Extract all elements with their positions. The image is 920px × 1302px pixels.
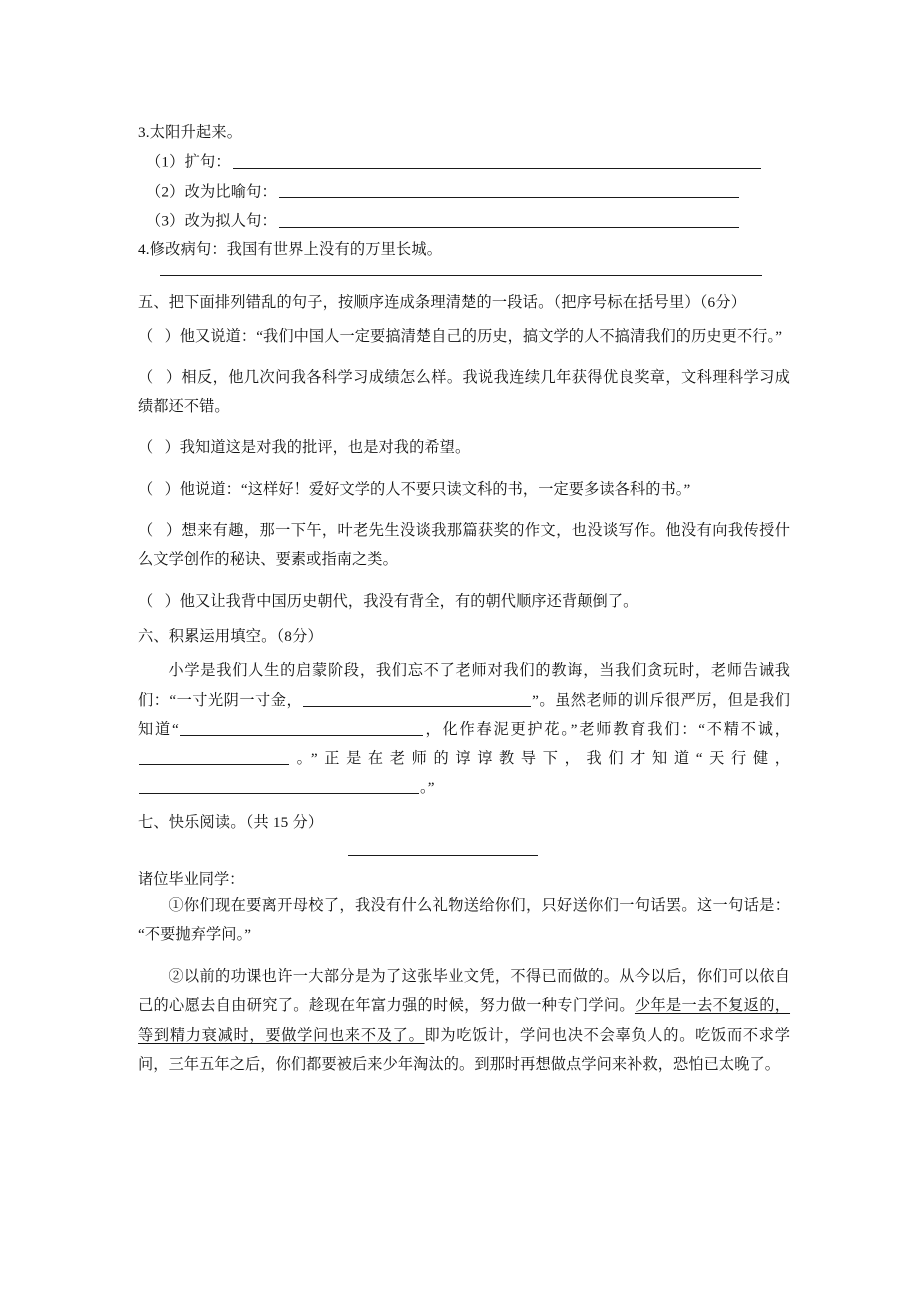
paren-open: （	[138, 592, 154, 610]
section-5-order-box-3[interactable]	[138, 439, 180, 456]
paren-close: ）	[165, 369, 182, 387]
section-6-text-5: 。”	[420, 779, 435, 797]
section-7-title-blank[interactable]	[348, 855, 538, 856]
section-5-order-box-5[interactable]	[138, 522, 181, 539]
question-3-subitem-2-label: （2）改为比喻句：	[146, 183, 277, 201]
section-6-cloze-paragraph	[138, 656, 790, 802]
section-5-item-2	[138, 364, 790, 421]
section-7-paragraph-2-underlined: 少年是一去不复返的，等到精力衰减时，要做学问也来不及了。	[138, 997, 791, 1044]
paren-close: ）	[164, 327, 180, 345]
section-6-blank-4[interactable]	[139, 779, 419, 794]
section-5-item-5	[138, 517, 790, 574]
section-6-blank-2[interactable]	[180, 720, 423, 735]
paren-open: （	[138, 369, 154, 387]
section-5-order-box-6[interactable]	[138, 593, 180, 610]
section-5-order-box-4[interactable]	[138, 481, 180, 498]
section-5-item-4-text: 他说道：“这样好！爱好文学的人不要只读文科的书，一定要多读各科的书。”	[179, 480, 691, 498]
section-5-item-5-text: 想来有趣，那一下午，叶老先生没谈我那篇获奖的作文，也没谈写作。他没有向我传授什么文学创作的秘诀、要素或指南之类。	[138, 522, 791, 568]
section-5-heading: 五、把下面排列错乱的句子，按顺序连成条理清楚的一段话。（把序号标在括号里）（6分）	[138, 294, 747, 312]
section-5-item-4	[138, 476, 790, 505]
paren-open: （	[138, 439, 154, 457]
section-7-paragraph-1: ①你们现在要离开母校了，我没有什么礼物送给你们，只好送你们一句话罢。这一句话是：“不要抛弃学问。”	[138, 896, 790, 944]
section-6-heading: 六、积累运用填空。（8分）	[138, 628, 323, 646]
section-7-paragraph-2-part-b: 即为吃饭计，学问也决不会辜负人的。吃饭而不求学问，三年五年之后，你们都要被后来少年淘汰的。到那时再想做点学问来补救，恐怕已太晚了。	[138, 1026, 790, 1073]
question-4-answer-area[interactable]	[138, 275, 790, 276]
section-6-blank-1[interactable]	[303, 691, 531, 706]
section-7-salutation: 诸位毕业同学：	[138, 870, 245, 888]
paren-close: ）	[164, 439, 180, 457]
question-3-subitem-1	[138, 153, 790, 170]
paren-open: （	[138, 480, 154, 498]
section-6-text-2: ”。虽然老师的训斥很严厉，但是我们知道“	[138, 691, 790, 738]
paren-open: （	[138, 327, 154, 345]
question-3-answer-blank-3[interactable]	[279, 212, 739, 227]
section-6-text-3: ，化作春泥更护花。”老师教育我们：“不精不诚，	[423, 720, 790, 738]
section-5-item-1-text: 他又说道：“我们中国人一定要搞清楚自己的历史，搞文学的人不搞清我们的历史更不行。”	[179, 327, 783, 345]
section-5-item-6-text: 他又让我背中国历史朝代，我没有背全，有的朝代顺序还背颠倒了。	[179, 592, 639, 610]
question-3-subitem-3-label: （3）改为拟人句：	[146, 212, 277, 230]
section-5-item-1	[138, 323, 790, 352]
question-4-answer-rule[interactable]	[160, 275, 762, 276]
section-7-paragraph-2-part-a: ②以前的功课也许一大部分是为了这张毕业文凭，不得已而做的。从今以后，你们可以依自己的心愿去自由研究了。趁现在年富力强的时候，努力做一种专门学问。	[138, 968, 790, 1015]
question-3-subitem-1-label: （1）扩句：	[146, 153, 231, 171]
section-5-order-box-1[interactable]	[138, 328, 180, 345]
section-7-title-area[interactable]	[138, 847, 790, 862]
paren-open: （	[138, 522, 154, 540]
section-5-item-3-text: 我知道这是对我的批评，也是对我的希望。	[179, 439, 471, 457]
section-7-heading: 七、快乐阅读。（共 15 分）	[138, 814, 324, 832]
section-6-blank-3[interactable]	[139, 749, 289, 764]
section-7-paragraph-2	[138, 962, 790, 1079]
question-3-answer-blank-2[interactable]	[279, 183, 739, 198]
paren-close: ）	[165, 522, 182, 540]
section-5-order-box-2[interactable]	[138, 369, 181, 386]
question-4-stem: 4.修改病句：我国有世界上没有的万里长城。	[138, 241, 443, 259]
section-6-text-1: 小学是我们人生的启蒙阶段，我们忘不了老师对我们的教诲，当我们贪玩时，老师告诫我们：“一寸光阴一寸金，	[138, 662, 790, 709]
section-6-text-4: 。”正是在老师的谆谆教导下，我们才知道“天行健，	[290, 749, 790, 767]
document-body	[138, 125, 790, 1079]
paren-close: ）	[164, 592, 180, 610]
section-5-item-3	[138, 434, 790, 463]
question-3-subitem-3	[138, 212, 790, 229]
section-5-item-6	[138, 588, 790, 617]
question-3-subitem-2	[138, 183, 790, 200]
section-5-item-2-text: 相反，他几次问我各科学习成绩怎么样。我说我连续几年获得优良奖章，文科理科学习成绩都还不错。	[138, 369, 791, 415]
question-3-stem: 3.太阳升起来。	[138, 124, 243, 141]
question-3-answer-blank-1[interactable]	[233, 153, 761, 168]
paren-close: ）	[164, 480, 180, 498]
